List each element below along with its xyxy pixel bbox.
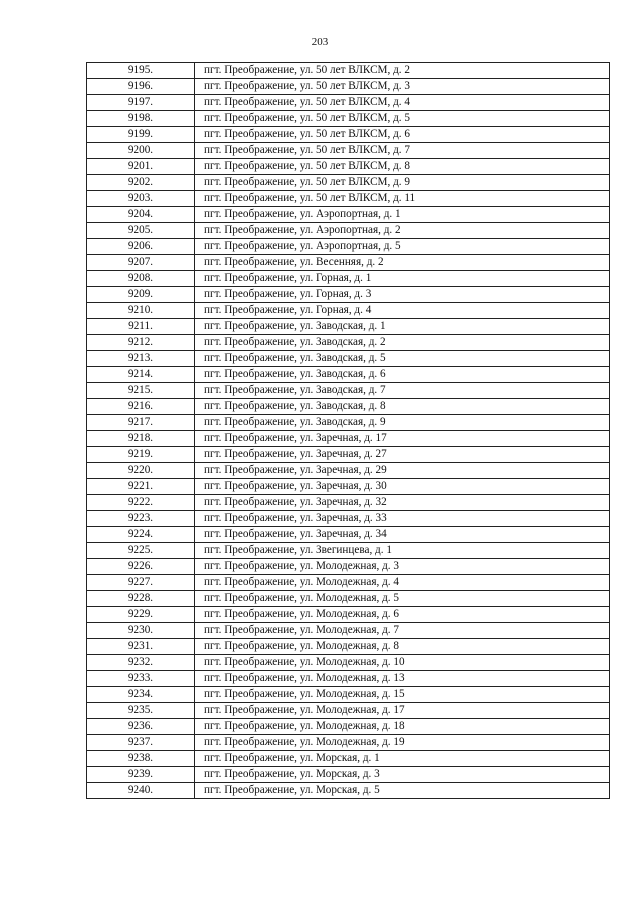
address-cell: пгт. Преображение, ул. Заречная, д. 17	[195, 431, 610, 447]
row-number-cell: 9209.	[87, 287, 195, 303]
address-cell: пгт. Преображение, ул. Заводская, д. 6	[195, 367, 610, 383]
table-row	[87, 575, 610, 591]
address-cell: пгт. Преображение, ул. Весенняя, д. 2	[195, 255, 610, 271]
table-row	[87, 79, 610, 95]
address-cell: пгт. Преображение, ул. 50 лет ВЛКСМ, д. 6	[195, 127, 610, 143]
row-number-cell: 9217.	[87, 415, 195, 431]
table-row	[87, 607, 610, 623]
address-cell: пгт. Преображение, ул. Заводская, д. 2	[195, 335, 610, 351]
address-cell: пгт. Преображение, ул. 50 лет ВЛКСМ, д. 5	[195, 111, 610, 127]
row-number-cell: 9196.	[87, 79, 195, 95]
row-number-cell: 9227.	[87, 575, 195, 591]
row-number-cell: 9208.	[87, 271, 195, 287]
row-number-cell: 9225.	[87, 543, 195, 559]
row-number-cell: 9200.	[87, 143, 195, 159]
table-row	[87, 95, 610, 111]
address-cell: пгт. Преображение, ул. Заводская, д. 9	[195, 415, 610, 431]
table-row	[87, 463, 610, 479]
table-row	[87, 367, 610, 383]
table-row	[87, 191, 610, 207]
row-number-cell: 9237.	[87, 735, 195, 751]
row-number-cell: 9195.	[87, 63, 195, 79]
table-row	[87, 543, 610, 559]
table-row	[87, 559, 610, 575]
table-row	[87, 527, 610, 543]
table-row	[87, 335, 610, 351]
table-row	[87, 111, 610, 127]
table-row	[87, 399, 610, 415]
row-number-cell: 9224.	[87, 527, 195, 543]
table-row	[87, 703, 610, 719]
row-number-cell: 9220.	[87, 463, 195, 479]
row-number-cell: 9198.	[87, 111, 195, 127]
row-number-cell: 9210.	[87, 303, 195, 319]
table-row	[87, 591, 610, 607]
address-cell: пгт. Преображение, ул. Молодежная, д. 13	[195, 671, 610, 687]
row-number-cell: 9226.	[87, 559, 195, 575]
row-number-cell: 9234.	[87, 687, 195, 703]
row-number-cell: 9238.	[87, 751, 195, 767]
address-table-body	[87, 63, 610, 799]
address-cell: пгт. Преображение, ул. 50 лет ВЛКСМ, д. 9	[195, 175, 610, 191]
row-number-cell: 9205.	[87, 223, 195, 239]
address-cell: пгт. Преображение, ул. Аэропортная, д. 2	[195, 223, 610, 239]
row-number-cell: 9215.	[87, 383, 195, 399]
table-row	[87, 383, 610, 399]
address-cell: пгт. Преображение, ул. Заречная, д. 27	[195, 447, 610, 463]
row-number-cell: 9235.	[87, 703, 195, 719]
row-number-cell: 9203.	[87, 191, 195, 207]
table-row	[87, 207, 610, 223]
address-cell: пгт. Преображение, ул. 50 лет ВЛКСМ, д. 8	[195, 159, 610, 175]
address-cell: пгт. Преображение, ул. Аэропортная, д. 5	[195, 239, 610, 255]
address-cell: пгт. Преображение, ул. 50 лет ВЛКСМ, д. 4	[195, 95, 610, 111]
table-row	[87, 143, 610, 159]
row-number-cell: 9218.	[87, 431, 195, 447]
table-row	[87, 431, 610, 447]
table-row	[87, 303, 610, 319]
table-row	[87, 639, 610, 655]
address-cell: пгт. Преображение, ул. Молодежная, д. 19	[195, 735, 610, 751]
row-number-cell: 9213.	[87, 351, 195, 367]
table-row	[87, 511, 610, 527]
row-number-cell: 9197.	[87, 95, 195, 111]
row-number-cell: 9223.	[87, 511, 195, 527]
page-number: 203	[311, 36, 329, 48]
address-cell: пгт. Преображение, ул. Заводская, д. 8	[195, 399, 610, 415]
address-cell: пгт. Преображение, ул. Молодежная, д. 8	[195, 639, 610, 655]
row-number-cell: 9236.	[87, 719, 195, 735]
row-number-cell: 9232.	[87, 655, 195, 671]
address-cell: пгт. Преображение, ул. Молодежная, д. 10	[195, 655, 610, 671]
row-number-cell: 9214.	[87, 367, 195, 383]
table-row	[87, 159, 610, 175]
table-row	[87, 751, 610, 767]
row-number-cell: 9201.	[87, 159, 195, 175]
address-cell: пгт. Преображение, ул. 50 лет ВЛКСМ, д. 2	[195, 63, 610, 79]
table-row	[87, 415, 610, 431]
table-row	[87, 783, 610, 799]
address-cell: пгт. Преображение, ул. 50 лет ВЛКСМ, д. 11	[195, 191, 610, 207]
table-row	[87, 127, 610, 143]
address-cell: пгт. Преображение, ул. Морская, д. 3	[195, 767, 610, 783]
row-number-cell: 9207.	[87, 255, 195, 271]
table-row	[87, 351, 610, 367]
address-cell: пгт. Преображение, ул. Аэропортная, д. 1	[195, 207, 610, 223]
table-row	[87, 479, 610, 495]
row-number-cell: 9222.	[87, 495, 195, 511]
row-number-cell: 9219.	[87, 447, 195, 463]
address-cell: пгт. Преображение, ул. Заречная, д. 33	[195, 511, 610, 527]
address-cell: пгт. Преображение, ул. Заречная, д. 29	[195, 463, 610, 479]
table-row	[87, 175, 610, 191]
row-number-cell: 9204.	[87, 207, 195, 223]
row-number-cell: 9212.	[87, 335, 195, 351]
address-cell: пгт. Преображение, ул. Заводская, д. 1	[195, 319, 610, 335]
address-cell: пгт. Преображение, ул. Заречная, д. 32	[195, 495, 610, 511]
address-cell: пгт. Преображение, ул. Заводская, д. 7	[195, 383, 610, 399]
table-row	[87, 255, 610, 271]
address-cell: пгт. Преображение, ул. Морская, д. 1	[195, 751, 610, 767]
row-number-cell: 9216.	[87, 399, 195, 415]
address-cell: пгт. Преображение, ул. Морская, д. 5	[195, 783, 610, 799]
row-number-cell: 9211.	[87, 319, 195, 335]
row-number-cell: 9199.	[87, 127, 195, 143]
address-table	[86, 62, 610, 799]
address-cell: пгт. Преображение, ул. 50 лет ВЛКСМ, д. 3	[195, 79, 610, 95]
row-number-cell: 9206.	[87, 239, 195, 255]
table-row	[87, 63, 610, 79]
address-cell: пгт. Преображение, ул. Заводская, д. 5	[195, 351, 610, 367]
row-number-cell: 9233.	[87, 671, 195, 687]
table-row	[87, 287, 610, 303]
row-number-cell: 9221.	[87, 479, 195, 495]
table-row	[87, 271, 610, 287]
address-cell: пгт. Преображение, ул. Заречная, д. 34	[195, 527, 610, 543]
address-cell: пгт. Преображение, ул. Молодежная, д. 7	[195, 623, 610, 639]
table-row	[87, 223, 610, 239]
row-number-cell: 9231.	[87, 639, 195, 655]
table-row	[87, 447, 610, 463]
address-cell: пгт. Преображение, ул. Молодежная, д. 3	[195, 559, 610, 575]
address-cell: пгт. Преображение, ул. Молодежная, д. 6	[195, 607, 610, 623]
address-cell: пгт. Преображение, ул. Молодежная, д. 15	[195, 687, 610, 703]
row-number-cell: 9228.	[87, 591, 195, 607]
address-cell: пгт. Преображение, ул. Звегинцева, д. 1	[195, 543, 610, 559]
row-number-cell: 9239.	[87, 767, 195, 783]
row-number-cell: 9202.	[87, 175, 195, 191]
address-cell: пгт. Преображение, ул. Горная, д. 4	[195, 303, 610, 319]
table-row	[87, 719, 610, 735]
table-row	[87, 767, 610, 783]
row-number-cell: 9230.	[87, 623, 195, 639]
table-row	[87, 671, 610, 687]
table-row	[87, 239, 610, 255]
address-cell: пгт. Преображение, ул. 50 лет ВЛКСМ, д. 7	[195, 143, 610, 159]
address-cell: пгт. Преображение, ул. Молодежная, д. 18	[195, 719, 610, 735]
address-cell: пгт. Преображение, ул. Молодежная, д. 5	[195, 591, 610, 607]
row-number-cell: 9240.	[87, 783, 195, 799]
address-cell: пгт. Преображение, ул. Молодежная, д. 4	[195, 575, 610, 591]
table-row	[87, 319, 610, 335]
address-cell: пгт. Преображение, ул. Заречная, д. 30	[195, 479, 610, 495]
table-row	[87, 735, 610, 751]
table-row	[87, 623, 610, 639]
table-row	[87, 495, 610, 511]
table-row	[87, 687, 610, 703]
table-row	[87, 655, 610, 671]
row-number-cell: 9229.	[87, 607, 195, 623]
address-cell: пгт. Преображение, ул. Горная, д. 1	[195, 271, 610, 287]
address-cell: пгт. Преображение, ул. Горная, д. 3	[195, 287, 610, 303]
address-cell: пгт. Преображение, ул. Молодежная, д. 17	[195, 703, 610, 719]
